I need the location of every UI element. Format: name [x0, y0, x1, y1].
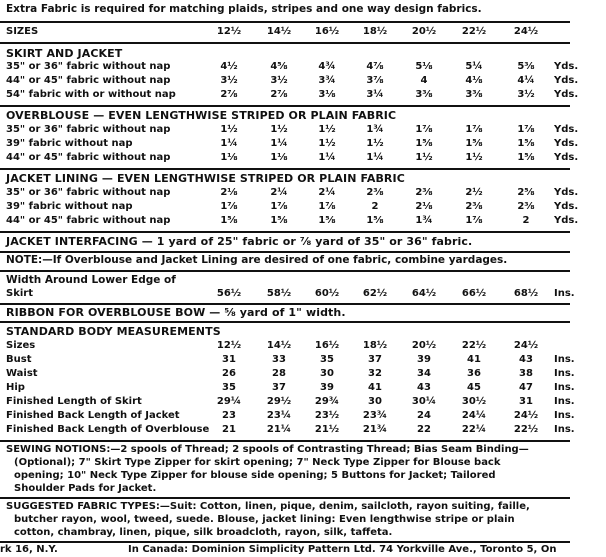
body-row — [6, 424, 575, 437]
row-value: 1⅝ — [270, 215, 288, 226]
row-unit: Yds. — [554, 75, 579, 86]
body-row — [6, 396, 575, 409]
row-value: 1⅝ — [415, 138, 433, 149]
row-label: 39" fabric without nap — [6, 201, 133, 212]
row-value: 39 — [320, 382, 334, 393]
row-value: 1½ — [318, 138, 336, 149]
row-label: 35" or 36" fabric without nap — [6, 61, 171, 72]
row-label: Bust — [6, 354, 32, 365]
row-value: 1⅝ — [366, 215, 384, 226]
yardage-row — [6, 61, 579, 74]
row-value: 30½ — [461, 396, 487, 407]
width-label-line2: Skirt — [6, 288, 33, 299]
row-value: 1½ — [415, 152, 433, 163]
size-col: 20½ — [411, 340, 437, 351]
row-value: 2¼ — [318, 187, 336, 198]
row-value: 2⅞ — [270, 89, 288, 100]
row-unit: Yds. — [554, 89, 579, 100]
row-value: 2⅝ — [517, 187, 535, 198]
width-unit: Ins. — [554, 288, 575, 299]
row-value: 23¾ — [362, 410, 388, 421]
width-value: 56½ — [216, 288, 242, 299]
row-value: 28 — [272, 368, 286, 379]
row-label: 35" or 36" fabric without nap — [6, 124, 171, 135]
body-row — [6, 410, 575, 423]
row-value: 24 — [417, 410, 431, 421]
row-label: Finished Back Length of Jacket — [6, 410, 180, 421]
section-title: SKIRT AND JACKET — [6, 47, 123, 60]
size-col: 18½ — [362, 340, 388, 351]
row-value: 4 — [420, 75, 428, 86]
yardage-row — [6, 138, 579, 151]
row-label: 35" or 36" fabric without nap — [6, 187, 171, 198]
row-value: 37 — [272, 382, 286, 393]
row-unit: Yds. — [554, 152, 579, 163]
row-value: 2⅞ — [220, 89, 238, 100]
row-value: 30¼ — [411, 396, 437, 407]
notions-line: opening; 10" Neck Type Zipper for blouse side opening; 5 Buttons for Jacket; Tailored — [14, 470, 496, 481]
row-value: 1⅛ — [220, 152, 238, 163]
row-value: 1⅝ — [517, 138, 535, 149]
size-col: 12½ — [216, 26, 242, 37]
suggested-line: cotton, chambray, linen, pique, silk broadcloth, rayon, silk, taffeta. — [14, 527, 393, 538]
size-col: 20½ — [411, 26, 437, 37]
yardage-row — [6, 89, 579, 102]
row-value: 47 — [519, 382, 533, 393]
row-value: 35 — [222, 382, 236, 393]
row-value: 3½ — [270, 75, 288, 86]
row-value: 34 — [417, 368, 431, 379]
row-unit: Yds. — [554, 138, 579, 149]
suggested-line: SUGGESTED FABRIC TYPES:—Suit: Cotton, linen, pique, denim, sailcloth, rayon suiting, faille, — [6, 501, 530, 512]
row-value: 1½ — [318, 124, 336, 135]
row-value: 3¾ — [318, 75, 336, 86]
row-value: 1⅝ — [517, 152, 535, 163]
row-value: 24½ — [513, 410, 539, 421]
row-value: 3½ — [517, 89, 535, 100]
row-value: 22½ — [513, 424, 539, 435]
row-value: 38 — [519, 368, 533, 379]
row-value: 1⅝ — [465, 138, 483, 149]
row-value: 35 — [320, 354, 334, 365]
row-value: 1⅞ — [465, 215, 483, 226]
row-value: 2⅜ — [465, 201, 483, 212]
row-label: 54" fabric with or without nap — [6, 89, 176, 100]
row-unit: Ins. — [554, 368, 575, 379]
width-value: 62½ — [362, 288, 388, 299]
row-value: 23 — [222, 410, 236, 421]
row-value: 1⅞ — [318, 201, 336, 212]
notions-line: SEWING NOTIONS:—2 spools of Thread; 2 spools of Contrasting Thread; Bias Seam Binding— — [6, 444, 529, 455]
row-value: 43 — [417, 382, 431, 393]
row-value: 1⅝ — [220, 215, 238, 226]
row-value: 2 — [522, 215, 530, 226]
footer-canada: In Canada: Dominion Simplicity Pattern Ltd. 74 Yorkville Ave., Toronto 5, On — [128, 544, 557, 555]
row-value: 41 — [467, 354, 481, 365]
size-col: 14½ — [266, 26, 292, 37]
width-label-line1: Width Around Lower Edge of — [6, 274, 176, 286]
sewing-notions — [6, 443, 606, 495]
body-row — [6, 382, 575, 395]
width-value: 58½ — [266, 288, 292, 299]
row-value: 36 — [467, 368, 481, 379]
width-value: 68½ — [513, 288, 539, 299]
row-value: 4⅝ — [270, 61, 288, 72]
row-unit: Yds. — [554, 61, 579, 72]
row-unit: Ins. — [554, 424, 575, 435]
row-value: 31 — [519, 396, 533, 407]
row-value: 1½ — [270, 124, 288, 135]
sizes-label: SIZES — [6, 26, 39, 37]
row-label: Finished Back Length of Overblouse — [6, 424, 210, 435]
body-title: STANDARD BODY MEASUREMENTS — [6, 325, 221, 338]
row-value: 1¾ — [415, 215, 433, 226]
row-value: 5⅜ — [517, 61, 535, 72]
row-label: 44" or 45" fabric without nap — [6, 152, 171, 163]
row-unit: Ins. — [554, 410, 575, 421]
row-value: 41 — [368, 382, 382, 393]
section-title: OVERBLOUSE — EVEN LENGTHWISE STRIPED OR PLAIN FABRIC — [6, 109, 397, 122]
row-value: 43 — [519, 354, 533, 365]
row-value: 2½ — [465, 187, 483, 198]
row-value: 5⅛ — [415, 61, 433, 72]
row-value: 2⅜ — [415, 187, 433, 198]
notions-line: (Optional); 7" Skirt Type Zipper for skirt opening; 7" Neck Type Zipper for Blouse back — [14, 457, 501, 468]
row-value: 23½ — [314, 410, 340, 421]
footer-left: rk 16, N.Y. — [0, 544, 58, 555]
row-value: 21¼ — [266, 424, 292, 435]
row-value: 2 — [371, 201, 379, 212]
row-value: 26 — [222, 368, 236, 379]
row-value: 1¾ — [366, 124, 384, 135]
row-value: 30 — [320, 368, 334, 379]
row-value: 1¼ — [318, 152, 336, 163]
row-value: 1¼ — [366, 152, 384, 163]
row-label: Waist — [6, 368, 38, 379]
row-value: 2¼ — [270, 187, 288, 198]
row-value: 33 — [272, 354, 286, 365]
yardage-row — [6, 187, 579, 200]
row-value: 1⅞ — [415, 124, 433, 135]
row-value: 1½ — [220, 124, 238, 135]
row-value: 21½ — [314, 424, 340, 435]
row-value: 4¾ — [318, 61, 336, 72]
yardage-row — [6, 215, 579, 228]
row-label: Hip — [6, 382, 25, 393]
size-col: 22½ — [461, 26, 487, 37]
sizes-header-row — [6, 26, 570, 39]
row-value: 29¼ — [216, 396, 242, 407]
row-value: 5¼ — [465, 61, 483, 72]
row-value: 21 — [222, 424, 236, 435]
row-unit: Yds. — [554, 215, 579, 226]
row-value: 2⅛ — [220, 187, 238, 198]
row-value: 1¼ — [220, 138, 238, 149]
row-value: 23¼ — [266, 410, 292, 421]
row-value: 1½ — [366, 138, 384, 149]
row-value: 3⅞ — [366, 75, 384, 86]
row-value: 1⅝ — [318, 215, 336, 226]
row-value: 22¼ — [461, 424, 487, 435]
row-value: 1½ — [465, 152, 483, 163]
row-label: 39" fabric without nap — [6, 138, 133, 149]
row-unit: Yds. — [554, 187, 579, 198]
size-col: 16½ — [314, 26, 340, 37]
row-value: 3⅜ — [465, 89, 483, 100]
row-label: Finished Length of Skirt — [6, 396, 142, 407]
row-value: 3⅜ — [415, 89, 433, 100]
row-value: 4¼ — [517, 75, 535, 86]
yardage-row — [6, 152, 579, 165]
row-value: 4⅞ — [366, 61, 384, 72]
row-unit: Ins. — [554, 382, 575, 393]
row-value: 3¼ — [366, 89, 384, 100]
yardage-row — [6, 124, 579, 137]
row-value: 21¾ — [362, 424, 388, 435]
row-value: 32 — [368, 368, 382, 379]
row-value: 1⅞ — [465, 124, 483, 135]
notions-line: Shoulder Pads for Jacket. — [14, 483, 157, 494]
suggested-fabric-types — [6, 500, 606, 539]
row-label: 44" or 45" fabric without nap — [6, 75, 171, 86]
row-value: 22 — [417, 424, 431, 435]
size-col: 16½ — [314, 340, 340, 351]
row-unit: Yds. — [554, 201, 579, 212]
row-value: 29½ — [266, 396, 292, 407]
row-value: 1⅞ — [517, 124, 535, 135]
row-value: 2⅜ — [517, 201, 535, 212]
row-value: 2⅛ — [415, 201, 433, 212]
size-col: 24½ — [513, 26, 539, 37]
row-value: 30 — [368, 396, 382, 407]
row-value: 29¾ — [314, 396, 340, 407]
row-value: 45 — [467, 382, 481, 393]
sizes-label: Sizes — [6, 340, 36, 351]
row-value: 37 — [368, 354, 382, 365]
row-value: 2⅜ — [366, 187, 384, 198]
row-value: 4⅛ — [465, 75, 483, 86]
body-sizes-row — [6, 340, 570, 353]
suggested-line: butcher rayon, wool, tweed, suede. Blouse, jacket lining: Even lengthwise stripe or plain — [14, 514, 515, 525]
ribbon-text: RIBBON FOR OVERBLOUSE BOW — ⅝ yard of 1" width. — [6, 306, 346, 319]
size-col: 14½ — [266, 340, 292, 351]
width-value: 64½ — [411, 288, 437, 299]
row-unit: Yds. — [554, 124, 579, 135]
size-col: 22½ — [461, 340, 487, 351]
yardage-row — [6, 201, 579, 214]
row-label: 44" or 45" fabric without nap — [6, 215, 171, 226]
note-text: NOTE:—If Overblouse and Jacket Lining are desired of one fabric, combine yardages. — [6, 254, 508, 266]
body-row — [6, 368, 575, 381]
width-row — [6, 288, 575, 301]
row-value: 1⅛ — [270, 152, 288, 163]
yardage-row — [6, 75, 579, 88]
width-value: 66½ — [461, 288, 487, 299]
width-value: 60½ — [314, 288, 340, 299]
row-unit: Ins. — [554, 396, 575, 407]
row-value: 1⅞ — [220, 201, 238, 212]
row-value: 1⅞ — [270, 201, 288, 212]
row-value: 39 — [417, 354, 431, 365]
row-value: 3⅛ — [318, 89, 336, 100]
size-col: 12½ — [216, 340, 242, 351]
row-value: 3½ — [220, 75, 238, 86]
row-unit: Ins. — [554, 354, 575, 365]
row-value: 24¼ — [461, 410, 487, 421]
row-value: 4½ — [220, 61, 238, 72]
body-row — [6, 354, 575, 367]
row-value: 31 — [222, 354, 236, 365]
section-title: JACKET LINING — EVEN LENGTHWISE STRIPED OR PLAIN FABRIC — [6, 172, 405, 185]
intro-text: Extra Fabric is required for matching plaids, stripes and one way design fabrics. — [6, 3, 482, 15]
interfacing-text: JACKET INTERFACING — 1 yard of 25" fabric or ⅞ yard of 35" or 36" fabric. — [6, 235, 473, 248]
row-value: 1¼ — [270, 138, 288, 149]
size-col: 24½ — [513, 340, 539, 351]
size-col: 18½ — [362, 26, 388, 37]
